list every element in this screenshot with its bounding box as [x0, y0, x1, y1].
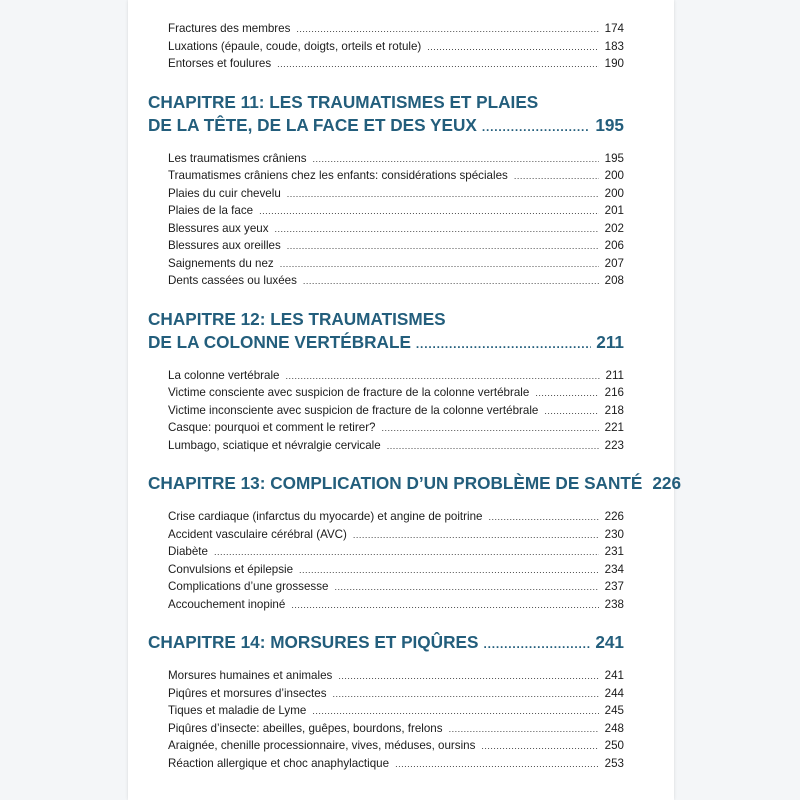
dot-leader	[275, 221, 599, 239]
dot-leader	[313, 151, 599, 169]
toc-entry	[168, 185, 624, 203]
toc-entry	[168, 384, 624, 402]
entry-title: Accident vasculaire cérébral (AVC)	[168, 527, 347, 541]
chapter-title-line: DE LA COLONNE VERTÉBRALE	[148, 331, 411, 352]
dot-leader	[303, 273, 599, 291]
entry-title: Réaction allergique et choc anaphylactique	[168, 756, 390, 770]
chapter-heading-13	[148, 472, 682, 497]
dot-leader	[338, 668, 598, 686]
dot-leader	[259, 203, 599, 221]
entry-title: Piqûres d’insecte: abeilles, guêpes, bourdons, frelons	[168, 721, 443, 735]
toc-entry	[168, 596, 624, 614]
entry-title: Plaies de la face	[168, 204, 254, 217]
toc-entry	[168, 667, 624, 685]
dot-leader	[489, 509, 599, 527]
intro-entries	[148, 20, 624, 73]
dot-leader	[382, 420, 599, 438]
chapter-heading-11	[148, 91, 624, 139]
toc-entry	[168, 272, 624, 290]
dot-leader	[299, 562, 599, 580]
entry-page: 207	[604, 256, 624, 270]
entry-page: 231	[604, 545, 624, 558]
entry-page: 174	[604, 22, 624, 35]
dot-leader	[312, 703, 598, 721]
toc-entry	[168, 402, 624, 420]
toc-entry	[168, 543, 624, 561]
toc-entry	[168, 220, 624, 238]
entry-page: 206	[604, 239, 624, 252]
toc-entry	[168, 255, 624, 273]
dot-leader	[296, 21, 598, 39]
toc-entry	[168, 526, 624, 544]
entry-page: 250	[604, 739, 624, 752]
entry-title: Casque: pourquoi et comment le retirer?	[168, 421, 376, 434]
entry-title: Luxations (épaule, coude, doigts, orteils et rotule)	[168, 39, 422, 53]
dot-leader	[387, 438, 599, 456]
toc-entry	[168, 702, 624, 720]
toc-entry	[168, 755, 624, 773]
dot-leader	[427, 39, 598, 57]
entry-page: 200	[604, 169, 624, 182]
toc-entry	[168, 38, 624, 56]
chapter-page: 241	[595, 632, 624, 652]
toc-entry	[168, 720, 624, 738]
dot-leader	[544, 403, 598, 421]
dot-leader	[280, 256, 599, 274]
entry-title: Fractures des membres	[168, 22, 291, 35]
entry-page: 195	[604, 151, 624, 165]
entry-title: Tiques et maladie de Lyme	[168, 704, 307, 717]
dot-leader	[395, 756, 599, 774]
toc-entry	[168, 737, 624, 755]
toc-entry	[168, 508, 624, 526]
chapter-heading-14	[148, 631, 624, 656]
entry-title: Lumbago, sciatique et névralgie cervicale	[168, 438, 381, 452]
entry-page: 230	[604, 527, 624, 541]
toc-entry	[168, 167, 624, 185]
chapter-heading-12	[148, 308, 624, 356]
entry-page: 226	[604, 510, 624, 523]
toc-entry	[168, 150, 624, 168]
entry-page: 216	[604, 386, 624, 399]
chapter-title-line: CHAPITRE 13: COMPLICATION D’UN PROBLÈME DE SANTÉ	[148, 473, 643, 493]
entry-page: 223	[604, 438, 624, 452]
dot-leader	[287, 186, 599, 204]
entry-page: 218	[604, 403, 624, 417]
entry-title: Accouchement inopiné	[168, 597, 286, 611]
entry-title: Crise cardiaque (infarctus du myocarde) et angine de poitrine	[168, 510, 483, 523]
chapter-12-entries	[148, 367, 624, 455]
entry-page: 201	[604, 204, 624, 217]
entry-page: 244	[604, 686, 624, 700]
document-page	[128, 0, 682, 800]
chapter-title-line: DE LA TÊTE, DE LA FACE ET DES YEUX	[148, 114, 477, 135]
chapter-title-line: CHAPITRE 11: LES TRAUMATISMES ET PLAIES	[148, 91, 539, 112]
entry-title: Araignée, chenille processionnaire, vives, méduses, oursins	[168, 739, 476, 752]
chapter-11-entries	[148, 150, 624, 290]
dot-leader	[353, 527, 599, 545]
dot-leader	[291, 597, 598, 615]
dot-leader	[334, 579, 598, 597]
chapter-page: 195	[595, 114, 624, 135]
entry-page: 183	[604, 39, 624, 53]
entry-title: Plaies du cuir chevelu	[168, 186, 281, 200]
chapter-title-line: CHAPITRE 12: LES TRAUMATISMES	[148, 308, 446, 329]
dot-leader	[277, 56, 599, 74]
toc-entry	[168, 685, 624, 703]
entry-page: 245	[604, 704, 624, 717]
entry-page: 238	[604, 597, 624, 611]
entry-title: Victime consciente avec suspicion de fracture de la colonne vertébrale	[168, 386, 530, 399]
entry-page: 200	[604, 186, 624, 200]
dot-leader	[214, 544, 599, 562]
entry-title: Convulsions et épilepsie	[168, 562, 294, 576]
dot-leader	[333, 686, 599, 704]
dot-leader	[416, 333, 591, 356]
toc-entry	[168, 578, 624, 596]
dot-leader	[286, 368, 600, 386]
entry-title: Blessures aux yeux	[168, 221, 269, 235]
entry-page: 237	[604, 580, 624, 593]
entry-title: La colonne vertébrale	[168, 368, 280, 382]
entry-page: 211	[605, 368, 624, 382]
toc-entry	[168, 55, 624, 73]
toc-entry	[168, 367, 624, 385]
entry-page: 248	[604, 721, 624, 735]
entry-title: Victime inconsciente avec suspicion de fracture de la colonne vertébrale	[168, 403, 539, 417]
entry-title: Complications d’une grossesse	[168, 580, 329, 593]
chapter-13-entries	[148, 508, 624, 613]
entry-title: Diabète	[168, 545, 208, 558]
entry-title: Les traumatismes crâniens	[168, 151, 307, 165]
toc-entry	[168, 419, 624, 437]
chapter-page: 211	[596, 331, 624, 352]
chapter-14-entries	[148, 667, 624, 772]
dot-leader	[483, 633, 590, 656]
chapter-title-line: CHAPITRE 14: MORSURES ET PIQÛRES	[148, 632, 479, 652]
entry-title: Dents cassées ou luxées	[168, 274, 297, 287]
entry-title: Entorses et foulures	[168, 57, 272, 70]
dot-leader	[287, 238, 599, 256]
toc-entry	[168, 202, 624, 220]
entry-title: Blessures aux oreilles	[168, 239, 281, 252]
entry-page: 253	[604, 756, 624, 770]
toc-entry	[168, 20, 624, 38]
entry-page: 234	[604, 562, 624, 576]
entry-title: Traumatismes crâniens chez les enfants: considérations spéciales	[168, 169, 508, 182]
dot-leader	[481, 738, 598, 756]
entry-page: 190	[604, 57, 624, 70]
dot-leader	[514, 168, 599, 186]
dot-leader	[449, 721, 599, 739]
entry-page: 202	[604, 221, 624, 235]
table-of-contents	[148, 20, 682, 772]
toc-entry	[168, 561, 624, 579]
entry-title: Morsures humaines et animales	[168, 669, 333, 682]
entry-page: 221	[604, 421, 624, 434]
dot-leader	[482, 116, 590, 139]
entry-page: 208	[604, 274, 624, 287]
chapter-page: 226	[652, 473, 682, 493]
entry-page: 241	[604, 669, 624, 682]
dot-leader	[535, 385, 598, 403]
toc-entry	[168, 437, 624, 455]
entry-title: Saignements du nez	[168, 256, 274, 270]
entry-title: Piqûres et morsures d’insectes	[168, 686, 327, 700]
toc-entry	[168, 237, 624, 255]
